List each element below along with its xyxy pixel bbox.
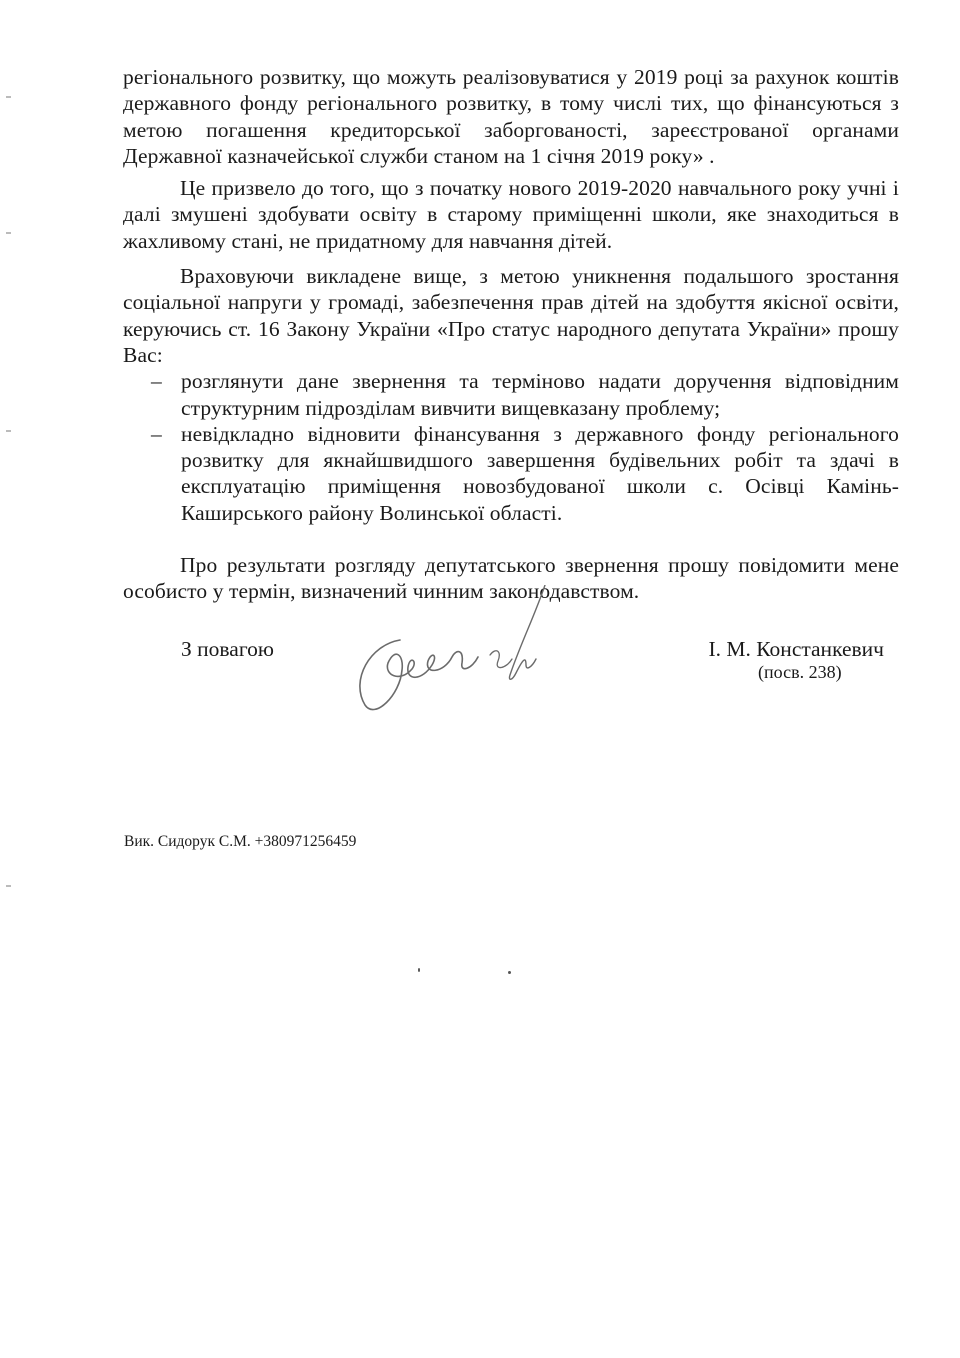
scan-speck bbox=[508, 971, 511, 974]
paragraph-continuation: регіонального розвитку, що можуть реалізовуватися у 2019 році за рахунок коштів державного фонду регіонального розвитку, в тому числі тих, що фінансуються з метою погашення кредиторської заборгованості, зареєстрованої органами Державної казначейської служби станом на 1 січня 2019 року» . bbox=[123, 65, 899, 168]
list-dash: – bbox=[151, 421, 162, 446]
request-list bbox=[123, 368, 899, 526]
list-dash: – bbox=[151, 369, 162, 394]
handwritten-signature bbox=[340, 585, 560, 725]
scan-edge-mark bbox=[6, 96, 11, 98]
signer-credential: (посв. 238) bbox=[758, 662, 842, 682]
list-item bbox=[123, 368, 899, 421]
list-item-text: розглянути дане звернення та терміново надати доручення відповідним структурним підрозділам вивчити вищевказану проблему; bbox=[181, 369, 899, 420]
paragraph-consequence: Це призвело до того, що з початку нового 2019-2020 навчального року учні і далі змушені здобувати освіту в старому приміщенні школи, яке знаходиться в жахливому стані, не придатному для навчання дітей. bbox=[123, 176, 899, 253]
list-item-text: невідкладно відновити фінансування з державного фонду регіонального розвитку для якнайшвидшого завершення будівельних робіт та здачі в експлуатацію приміщення новозбудованої школи с. Осівці Камінь-Каширського району Волинської області. bbox=[181, 421, 899, 525]
scan-edge-mark bbox=[6, 232, 11, 234]
list-item bbox=[123, 421, 899, 526]
scan-edge-mark bbox=[6, 430, 11, 432]
signer-name: І. М. Констанкевич bbox=[708, 637, 884, 661]
scan-edge-mark bbox=[6, 885, 11, 887]
paragraph-request: Враховуючи викладене вище, з метою уникнення подальшого зростання соціальної напруги у громаді, забезпечення прав дітей на здобуття якісної освіти, керуючись ст. 16 Закону України «Про статус народного депутата України» прошу Вас: bbox=[123, 264, 899, 367]
executor-contact: Вик. Сидорук С.М. +380971256459 bbox=[124, 833, 357, 850]
letter-body bbox=[123, 64, 899, 605]
scan-speck bbox=[418, 968, 420, 972]
closing-salutation: З повагою bbox=[181, 637, 274, 661]
paragraph-response-request: Про результати розгляду депутатського звернення прошу повідомити мене особисто у термін, визначений чинним законодавством. bbox=[123, 553, 899, 604]
